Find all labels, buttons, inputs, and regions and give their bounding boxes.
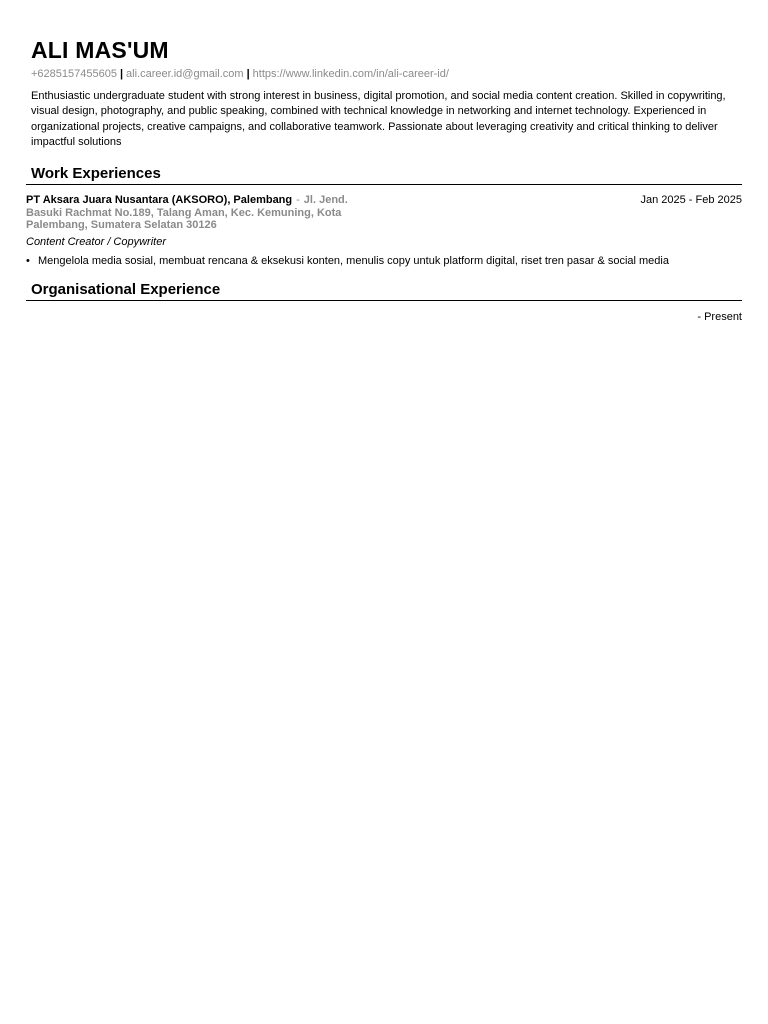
section-divider xyxy=(26,184,742,185)
organisation-date-range: - Present xyxy=(697,311,742,323)
job-employer xyxy=(26,194,376,232)
section-title-organisation: Organisational Experience xyxy=(31,281,221,298)
company-address-dash: - xyxy=(296,194,300,206)
company-name: PT Aksara Juara Nusantara (AKSORO), Palembang xyxy=(26,194,293,206)
section-title-work: Work Experiences xyxy=(31,165,161,182)
job-role: Content Creator / Copywriter xyxy=(26,236,166,248)
list-item xyxy=(26,254,742,268)
contact-line xyxy=(31,67,449,81)
section-divider xyxy=(26,300,742,301)
list-item-text: Mengelola media sosial, membuat rencana & eksekusi konten, menulis copy untuk platform digital, riset tren pasar & social media xyxy=(38,255,669,267)
company-address: Jl. Jend. Basuki Rachmat No.189, Talang Aman, Kec. Kemuning, Kota Palembang, Sumatera Selatan 30126 xyxy=(26,194,348,232)
email-link[interactable]: ali.career.id@gmail.com xyxy=(126,68,244,80)
contact-separator: | xyxy=(119,68,124,80)
bullet-dot-icon: • xyxy=(26,255,30,267)
contact-separator: | xyxy=(246,68,250,80)
profile-summary: Enthusiastic undergraduate student with strong interest in business, digital promotion, and social media content creation. Skilled in copywriting, visual design, photography, and public speaking, combined with technical knowledge in networking and internet technology. Experienced in organizational projects, creative campaigns, and collaborative teamwork. Passionate about leveraging creativity and critical thinking to deliver impactful solutions xyxy=(31,90,726,148)
linkedin-link[interactable]: https://www.linkedin.com/in/ali-career-id/ xyxy=(252,68,449,80)
job-responsibilities xyxy=(26,254,742,268)
candidate-name: ALI MAS'UM xyxy=(31,37,169,63)
phone-number: +6285157455605 xyxy=(31,68,117,80)
job-date-range: Jan 2025 - Feb 2025 xyxy=(640,194,742,206)
